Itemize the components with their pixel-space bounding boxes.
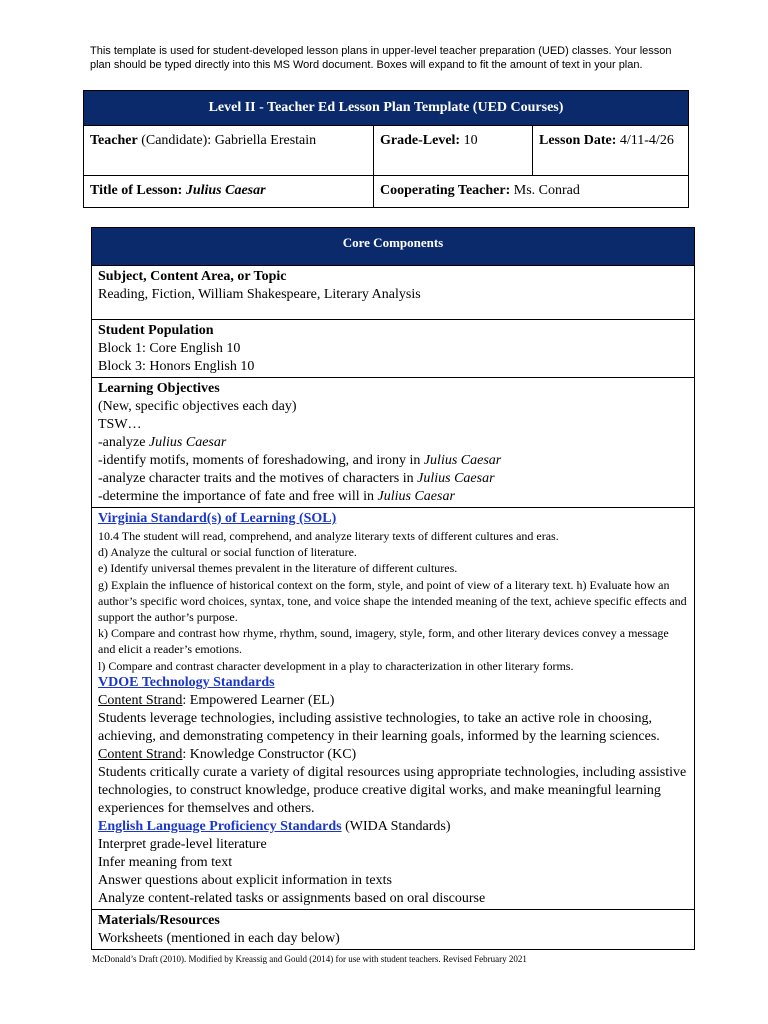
date-cell bbox=[533, 126, 689, 176]
population-line: Block 3: Honors English 10 bbox=[98, 359, 255, 374]
elp-item: Answer questions about explicit information in texts bbox=[98, 872, 392, 888]
content-strand-label: Content Strand bbox=[98, 692, 183, 708]
coop-teacher-label: Cooperating Teacher: bbox=[380, 183, 514, 198]
objectives-tsw: TSW… bbox=[98, 417, 142, 432]
elp-item: Interpret grade-level literature bbox=[98, 836, 267, 852]
sol-item: e) Identify universal themes prevalent in the literature of different cultures. bbox=[98, 561, 458, 576]
elp-suffix: (WIDA Standards) bbox=[341, 818, 451, 834]
objectives-heading: Learning Objectives bbox=[98, 381, 220, 396]
sol-item: 10.4 The student will read, comprehend, and analyze literary texts of different cultures and eras. bbox=[98, 529, 559, 543]
objective-item bbox=[98, 470, 688, 488]
materials-text: Worksheets (mentioned in each day below) bbox=[98, 930, 340, 946]
content-strand-text: Students critically curate a variety of digital resources using appropriate technologies, including assistive technologies, to construct knowledge, produce creative digital works, and make meaningful learning experiences for themselves and others. bbox=[98, 764, 687, 816]
content-strand-label: Content Strand bbox=[98, 746, 183, 762]
lesson-title-value: Julius Caesar bbox=[185, 183, 266, 198]
tech-standards-link[interactable]: VDOE Technology Standards bbox=[98, 674, 275, 690]
sol-link[interactable]: Virginia Standard(s) of Learning (SOL) bbox=[98, 511, 337, 526]
objectives-note: (New, specific objectives each day) bbox=[98, 399, 297, 414]
grade-cell bbox=[374, 126, 533, 176]
core-components-heading: Core Components bbox=[92, 228, 695, 266]
objective-item bbox=[98, 452, 688, 470]
objective-title: Julius Caesar bbox=[377, 489, 455, 504]
date-label: Lesson Date: bbox=[539, 133, 620, 148]
standards-cell bbox=[92, 508, 695, 910]
sol-item: d) Analyze the cultural or social function of literature. bbox=[98, 545, 357, 560]
objective-title: Julius Caesar bbox=[417, 471, 495, 486]
subject-cell bbox=[92, 266, 695, 320]
objective-title: Julius Caesar bbox=[423, 453, 502, 468]
core-components-table bbox=[91, 227, 695, 950]
sol-item: g) Explain the influence of historical context on the form, style, and point of view of a literary text. h) Evaluate how an author’s specific word choices, syntax, tone, and voice shape the intended meaning of the text, achieve specific effects and support the author’s purpose. bbox=[98, 577, 687, 625]
population-cell bbox=[92, 320, 695, 378]
teacher-paren: (Candidate): bbox=[137, 133, 215, 148]
materials-heading: Materials/Resources bbox=[98, 912, 220, 928]
subject-text: Reading, Fiction, William Shakespeare, Literary Analysis bbox=[98, 287, 421, 302]
sol-item: k) Compare and contrast how rhyme, rhythm, sound, imagery, style, form, and other literary devices convey a message and elicit a reader’s emotions. bbox=[98, 626, 669, 657]
objective-text: -identify motifs, moments of foreshadowing, and irony in bbox=[98, 453, 424, 468]
subject-heading: Subject, Content Area, or Topic bbox=[98, 269, 287, 284]
population-heading: Student Population bbox=[98, 323, 214, 338]
intro-text: This template is used for student-developed lesson plans in upper-level teacher preparation (UED) classes. Your lesson plan should be typed directly into this MS Word document. Boxes will expand to fit the amount of text in your plan. bbox=[90, 45, 672, 71]
footer-text: McDonald’s Draft (2010). Modified by Kreassig and Gould (2014) for use with student teachers. Revised February 2021 bbox=[92, 954, 527, 964]
elp-item: Infer meaning from text bbox=[98, 854, 233, 870]
content-strand-text: Students leverage technologies, including assistive technologies, to take an active role in choosing, achieving, and demonstrating competency in their learning goals, informed by the learning sciences. bbox=[98, 710, 660, 744]
teacher-name: Gabriella Erestain bbox=[214, 133, 317, 148]
teacher-label: Teacher bbox=[90, 133, 138, 148]
coop-teacher-cell bbox=[374, 176, 689, 208]
objective-item bbox=[98, 488, 688, 506]
objective-title: Julius Caesar bbox=[148, 435, 227, 450]
sol-item: l) Compare and contrast character development in a play to characterization in other literary forms. bbox=[98, 658, 574, 673]
objectives-cell bbox=[92, 378, 695, 508]
lesson-header-table bbox=[83, 90, 689, 208]
teacher-cell bbox=[84, 126, 374, 176]
content-strand-value: : Knowledge Constructor (KC) bbox=[182, 746, 357, 762]
objective-text: -analyze character traits and the motives of characters in bbox=[98, 471, 418, 486]
date-value: 4/11-4/26 bbox=[619, 133, 674, 148]
grade-value: 10 bbox=[463, 133, 478, 148]
elp-standards-link[interactable]: English Language Proficiency Standards bbox=[98, 818, 342, 834]
objective-text: -analyze bbox=[98, 435, 149, 450]
template-title: Level II - Teacher Ed Lesson Plan Template (UED Courses) bbox=[84, 91, 689, 126]
lesson-title-cell bbox=[84, 176, 374, 208]
objective-text: -determine the importance of fate and free will in bbox=[98, 489, 378, 504]
objective-item bbox=[98, 434, 688, 452]
content-strand-value: : Empowered Learner (EL) bbox=[182, 692, 335, 708]
lesson-title-label: Title of Lesson: bbox=[90, 183, 186, 198]
population-line: Block 1: Core English 10 bbox=[98, 341, 241, 356]
elp-item: Analyze content-related tasks or assignments based on oral discourse bbox=[98, 890, 486, 906]
coop-teacher-value: Ms. Conrad bbox=[513, 183, 580, 198]
grade-label: Grade-Level: bbox=[380, 133, 464, 148]
materials-cell bbox=[92, 909, 695, 949]
